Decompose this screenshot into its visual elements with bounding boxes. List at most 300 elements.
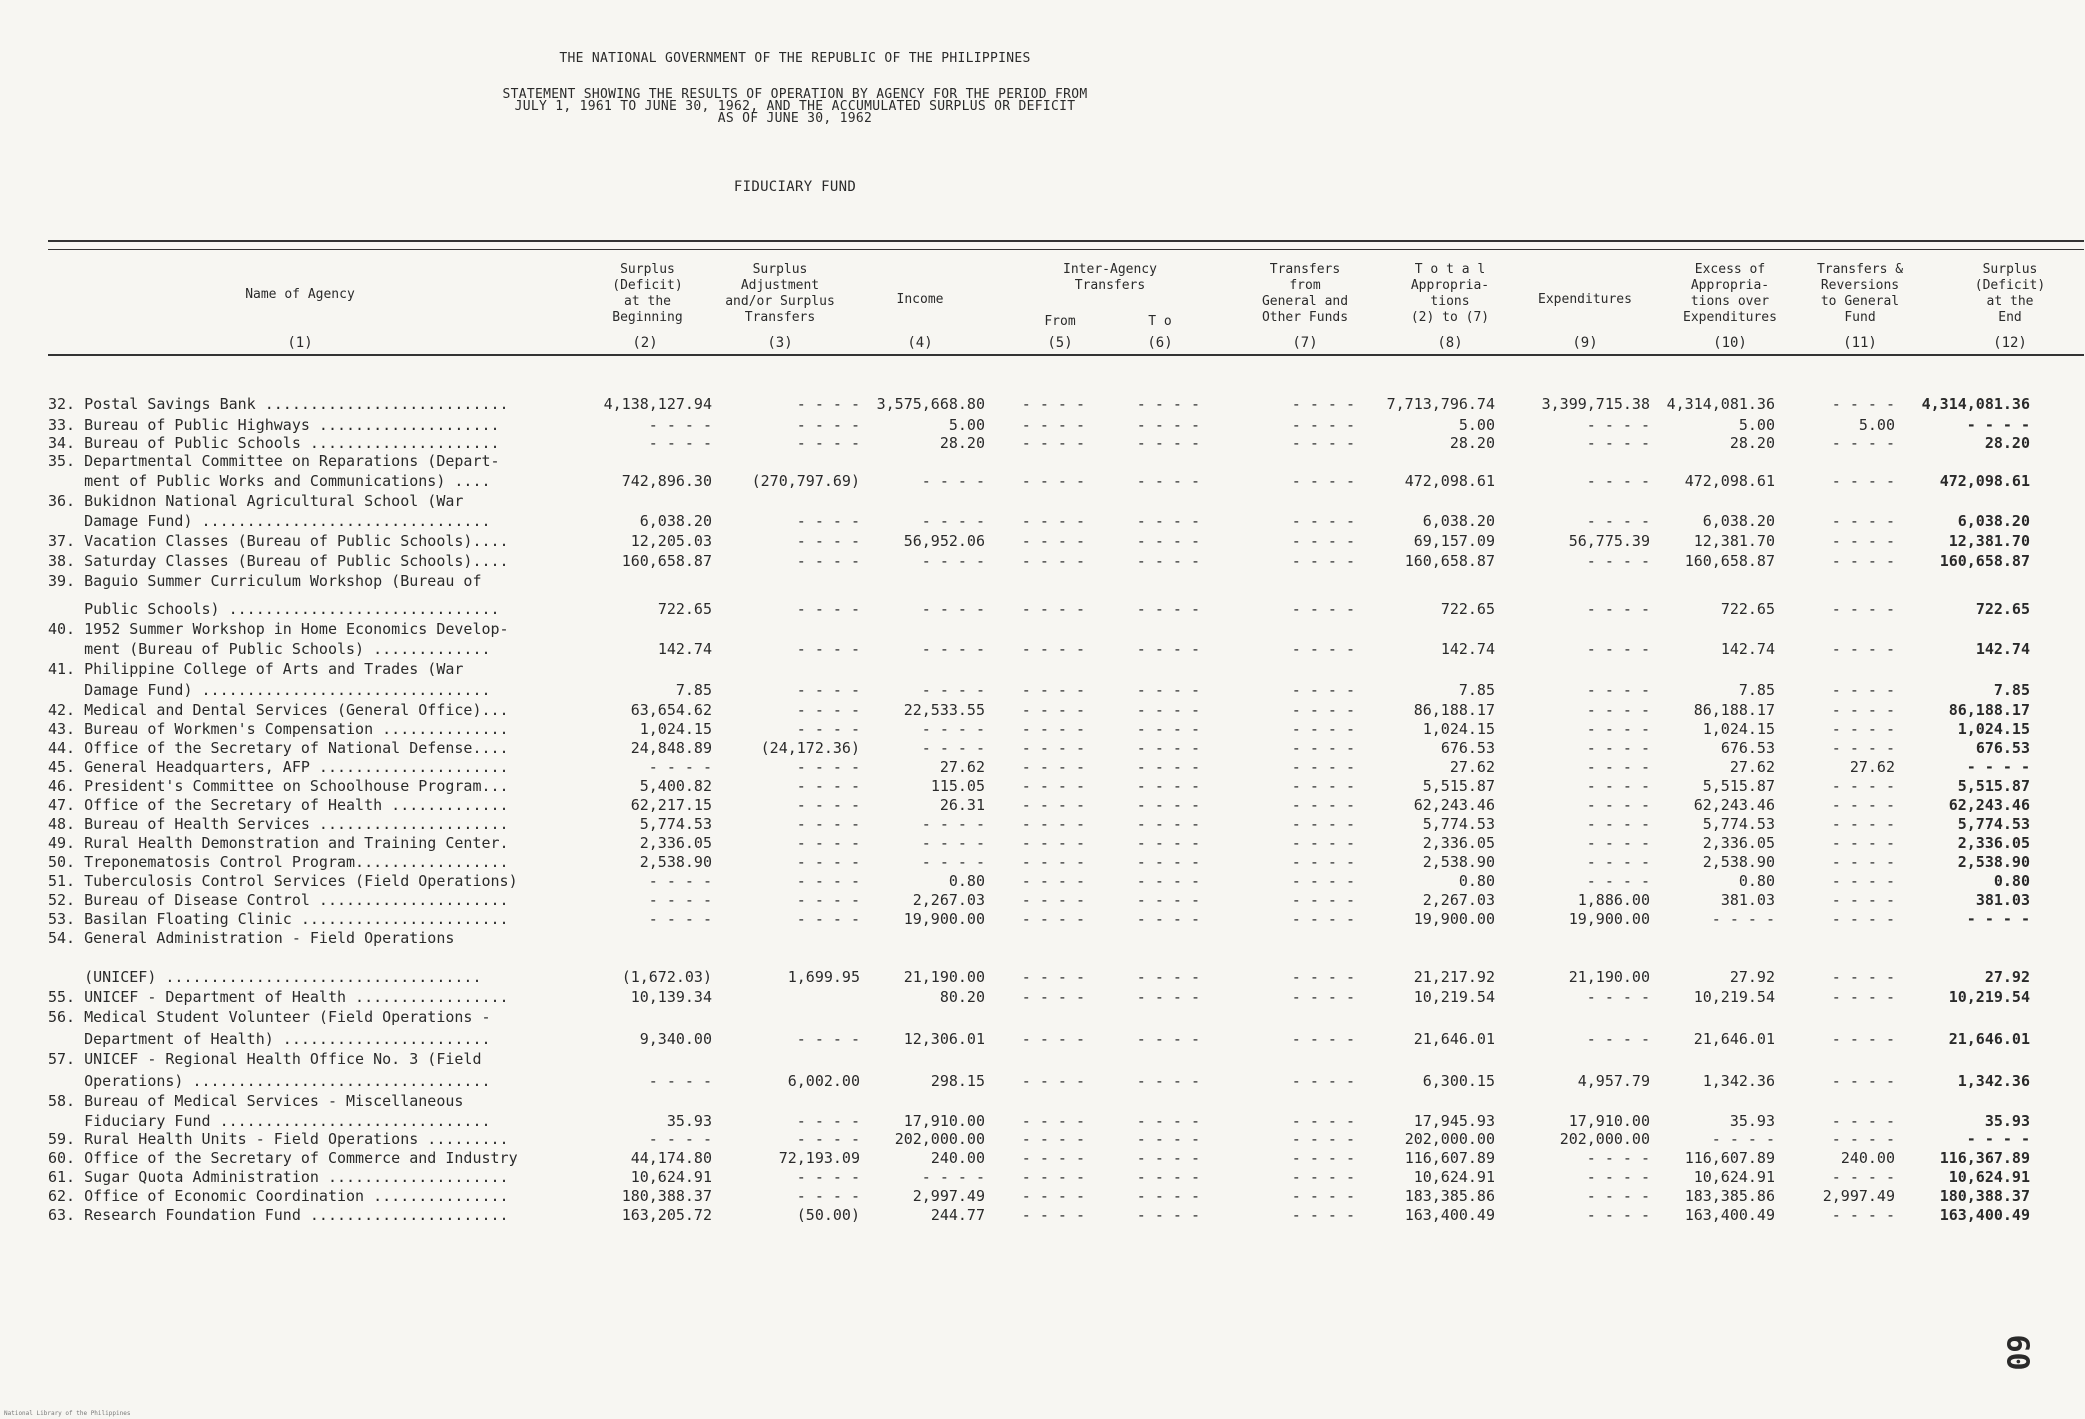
cell-c4: - - - - <box>921 552 985 570</box>
cell-c12: 381.03 <box>1975 891 2030 909</box>
table-row <box>0 492 2085 510</box>
cell-c4: 27.62 <box>939 758 985 776</box>
cell-c4: 2,267.03 <box>912 891 985 909</box>
cell-c11: - - - - <box>1831 681 1895 699</box>
agency-name: 36. Bukidnon National Agricultural School (War <box>48 492 464 510</box>
cell-c6: - - - - <box>1136 434 1200 452</box>
agency-name: 52. Bureau of Disease Control ..................... <box>48 891 509 909</box>
cell-c4: 26.31 <box>939 796 985 814</box>
cell-c3: - - - - <box>796 815 860 833</box>
cell-c9: - - - - <box>1586 815 1650 833</box>
cell-c6: - - - - <box>1136 891 1200 909</box>
cell-c9: - - - - <box>1586 720 1650 738</box>
cell-c12: 62,243.46 <box>1948 796 2030 814</box>
cell-c7: - - - - <box>1291 815 1355 833</box>
column-number: (4) <box>907 335 933 351</box>
cell-c12: - - - - <box>1966 416 2030 434</box>
cell-c3: - - - - <box>796 872 860 890</box>
cell-c11: - - - - <box>1831 640 1895 658</box>
cell-c6: - - - - <box>1136 681 1200 699</box>
cell-c10: 472,098.61 <box>1684 472 1775 490</box>
cell-c5: - - - - <box>1021 1112 1085 1130</box>
column-number: (12) <box>1993 335 2027 351</box>
cell-c5: - - - - <box>1021 681 1085 699</box>
cell-c8: 722.65 <box>1440 600 1495 618</box>
cell-c12: 2,336.05 <box>1957 834 2030 852</box>
cell-c6: - - - - <box>1136 739 1200 757</box>
cell-c11: - - - - <box>1831 1112 1895 1130</box>
cell-c10: 6,038.20 <box>1702 512 1775 530</box>
cell-c7: - - - - <box>1291 739 1355 757</box>
agency-name: 48. Bureau of Health Services ..................... <box>48 815 509 833</box>
cell-c4: 12,306.01 <box>903 1030 985 1048</box>
cell-c3: (270,797.69) <box>751 472 860 490</box>
cell-c6: - - - - <box>1136 872 1200 890</box>
table-row <box>0 796 2085 814</box>
cell-c3: - - - - <box>796 434 860 452</box>
cell-c9: - - - - <box>1586 512 1650 530</box>
cell-c2: 2,336.05 <box>639 834 712 852</box>
table-row <box>0 1072 2085 1090</box>
cell-c9: - - - - <box>1586 853 1650 871</box>
cell-c2: 44,174.80 <box>630 1149 712 1167</box>
report-title: THE NATIONAL GOVERNMENT OF THE REPUBLIC OF THE PHILIPPINES <box>559 51 1031 66</box>
cell-c8: 2,267.03 <box>1422 891 1495 909</box>
cell-c5: - - - - <box>1021 512 1085 530</box>
cell-c11: - - - - <box>1831 720 1895 738</box>
col-header-income: Income <box>896 292 944 307</box>
cell-c2: - - - - <box>648 891 712 909</box>
cell-c6: - - - - <box>1136 910 1200 928</box>
column-number: (8) <box>1437 335 1463 351</box>
agency-name: Public Schools) .............................. <box>48 600 500 618</box>
table-row <box>0 988 2085 1006</box>
cell-c11: - - - - <box>1831 777 1895 795</box>
cell-c5: - - - - <box>1021 853 1085 871</box>
agency-name: 58. Bureau of Medical Services - Miscellaneous <box>48 1092 464 1110</box>
cell-c11: 2,997.49 <box>1822 1187 1895 1205</box>
cell-c12: 21,646.01 <box>1948 1030 2030 1048</box>
cell-c3: (50.00) <box>796 1206 860 1224</box>
cell-c9: - - - - <box>1586 796 1650 814</box>
cell-c12: 163,400.49 <box>1939 1206 2030 1224</box>
cell-c3: - - - - <box>796 552 860 570</box>
table-row <box>0 1149 2085 1167</box>
cell-c3: - - - - <box>796 532 860 550</box>
cell-c2: 5,774.53 <box>639 815 712 833</box>
cell-c6: - - - - <box>1136 600 1200 618</box>
cell-c2: 2,538.90 <box>639 853 712 871</box>
cell-c10: 1,024.15 <box>1702 720 1775 738</box>
cell-c7: - - - - <box>1291 640 1355 658</box>
table-row <box>0 872 2085 890</box>
cell-c9: - - - - <box>1586 681 1650 699</box>
agency-name: 53. Basilan Floating Clinic ....................... <box>48 910 509 928</box>
col-header-agency: Name of Agency <box>245 287 355 302</box>
cell-c9: 3,399,715.38 <box>1541 395 1650 413</box>
cell-c7: - - - - <box>1291 701 1355 719</box>
column-number: (10) <box>1713 335 1747 351</box>
cell-c8: 10,219.54 <box>1413 988 1495 1006</box>
cell-c6: - - - - <box>1136 1112 1200 1130</box>
cell-c11: - - - - <box>1831 872 1895 890</box>
cell-c8: 86,188.17 <box>1413 701 1495 719</box>
table-row <box>0 416 2085 434</box>
cell-c11: - - - - <box>1831 701 1895 719</box>
cell-c4: - - - - <box>921 739 985 757</box>
col-header-expenditures: Expenditures <box>1538 292 1632 307</box>
cell-c5: - - - - <box>1021 532 1085 550</box>
agency-name: 38. Saturday Classes (Bureau of Public Schools).... <box>48 552 509 570</box>
col-header-transfers-reversions: Transfers & Reversions to General Fund <box>1816 262 1904 325</box>
table-row <box>0 758 2085 776</box>
cell-c11: - - - - <box>1831 891 1895 909</box>
cell-c7: - - - - <box>1291 891 1355 909</box>
cell-c9: - - - - <box>1586 739 1650 757</box>
cell-c10: 28.20 <box>1729 434 1775 452</box>
cell-c4: 19,900.00 <box>903 910 985 928</box>
cell-c9: 202,000.00 <box>1559 1130 1650 1148</box>
table-row <box>0 512 2085 530</box>
cell-c7: - - - - <box>1291 758 1355 776</box>
column-number: (7) <box>1292 335 1318 351</box>
cell-c2: 35.93 <box>666 1112 712 1130</box>
cell-c12: 6,038.20 <box>1957 512 2030 530</box>
cell-c8: 5,774.53 <box>1422 815 1495 833</box>
cell-c4: 56,952.06 <box>903 532 985 550</box>
cell-c7: - - - - <box>1291 416 1355 434</box>
cell-c6: - - - - <box>1136 395 1200 413</box>
cell-c6: - - - - <box>1136 416 1200 434</box>
agency-name: 63. Research Foundation Fund ...................... <box>48 1206 509 1224</box>
cell-c4: 298.15 <box>930 1072 985 1090</box>
cell-c7: - - - - <box>1291 777 1355 795</box>
cell-c11: - - - - <box>1831 512 1895 530</box>
column-number: (11) <box>1843 335 1877 351</box>
cell-c7: - - - - <box>1291 1149 1355 1167</box>
cell-c10: 86,188.17 <box>1693 701 1775 719</box>
col-header-transfers-from: Transfers from General and Other Funds <box>1261 262 1349 325</box>
cell-c12: 27.92 <box>1984 968 2030 986</box>
cell-c3: - - - - <box>796 853 860 871</box>
cell-c12: 160,658.87 <box>1939 552 2030 570</box>
cell-c8: 21,217.92 <box>1413 968 1495 986</box>
agency-name: 51. Tuberculosis Control Services (Field Operations) <box>48 872 518 890</box>
cell-c11: - - - - <box>1831 815 1895 833</box>
cell-c8: 1,024.15 <box>1422 720 1495 738</box>
cell-c11: - - - - <box>1831 1130 1895 1148</box>
cell-c11: - - - - <box>1831 532 1895 550</box>
cell-c4: 22,533.55 <box>903 701 985 719</box>
table-row <box>0 891 2085 909</box>
cell-c2: 1,024.15 <box>639 720 712 738</box>
cell-c7: - - - - <box>1291 552 1355 570</box>
cell-c2: 160,658.87 <box>621 552 712 570</box>
cell-c9: - - - - <box>1586 1149 1650 1167</box>
fund-title: FIDUCIARY FUND <box>733 179 857 195</box>
cell-c3: 1,699.95 <box>787 968 860 986</box>
agency-name: 54. General Administration - Field Operations <box>48 929 455 947</box>
cell-c12: 4,314,081.36 <box>1921 395 2030 413</box>
cell-c3: 72,193.09 <box>778 1149 860 1167</box>
cell-c12: 180,388.37 <box>1939 1187 2030 1205</box>
cell-c6: - - - - <box>1136 640 1200 658</box>
cell-c7: - - - - <box>1291 1030 1355 1048</box>
cell-c4: 17,910.00 <box>903 1112 985 1130</box>
cell-c9: - - - - <box>1586 552 1650 570</box>
agency-name: 43. Bureau of Workmen's Compensation .............. <box>48 720 509 738</box>
cell-c8: 21,646.01 <box>1413 1030 1495 1048</box>
cell-c5: - - - - <box>1021 739 1085 757</box>
table-row <box>0 600 2085 618</box>
cell-c6: - - - - <box>1136 512 1200 530</box>
cell-c4: - - - - <box>921 1168 985 1186</box>
cell-c3: - - - - <box>796 1112 860 1130</box>
cell-c2: 24,848.89 <box>630 739 712 757</box>
cell-c3: - - - - <box>796 796 860 814</box>
cell-c2: 142.74 <box>657 640 712 658</box>
cell-c9: 21,190.00 <box>1568 968 1650 986</box>
cell-c9: - - - - <box>1586 416 1650 434</box>
cell-c10: 183,385.86 <box>1684 1187 1775 1205</box>
table-row <box>0 815 2085 833</box>
cell-c11: 27.62 <box>1849 758 1895 776</box>
cell-c4: 2,997.49 <box>912 1187 985 1205</box>
cell-c6: - - - - <box>1136 1072 1200 1090</box>
cell-c9: - - - - <box>1586 640 1650 658</box>
cell-c2: 10,139.34 <box>630 988 712 1006</box>
cell-c10: 142.74 <box>1720 640 1775 658</box>
cell-c2: - - - - <box>648 416 712 434</box>
cell-c4: 0.80 <box>948 872 985 890</box>
cell-c4: - - - - <box>921 834 985 852</box>
agency-name: 47. Office of the Secretary of Health ............. <box>48 796 509 814</box>
cell-c12: 142.74 <box>1975 640 2030 658</box>
col-header-surplus-adjustment: Surplus Adjustment and/or Surplus Transfers <box>725 262 835 325</box>
cell-c10: 0.80 <box>1738 872 1775 890</box>
cell-c8: 28.20 <box>1449 434 1495 452</box>
agency-name: 60. Office of the Secretary of Commerce and Industry <box>48 1149 518 1167</box>
agency-name: 37. Vacation Classes (Bureau of Public Schools).... <box>48 532 509 550</box>
cell-c4: - - - - <box>921 720 985 738</box>
cell-c10: 2,538.90 <box>1702 853 1775 871</box>
cell-c10: 35.93 <box>1729 1112 1775 1130</box>
cell-c10: 381.03 <box>1720 891 1775 909</box>
agency-name: ment (Bureau of Public Schools) ............. <box>48 640 491 658</box>
cell-c9: - - - - <box>1586 758 1650 776</box>
cell-c12: 10,624.91 <box>1948 1168 2030 1186</box>
cell-c6: - - - - <box>1136 1206 1200 1224</box>
cell-c3: 6,002.00 <box>787 1072 860 1090</box>
cell-c7: - - - - <box>1291 910 1355 928</box>
cell-c12: 1,024.15 <box>1957 720 2030 738</box>
cell-c7: - - - - <box>1291 853 1355 871</box>
cell-c4: - - - - <box>921 600 985 618</box>
table-row <box>0 681 2085 699</box>
cell-c2: - - - - <box>648 1130 712 1148</box>
cell-c5: - - - - <box>1021 701 1085 719</box>
column-number: (6) <box>1147 335 1173 351</box>
cell-c7: - - - - <box>1291 1112 1355 1130</box>
table-row <box>0 532 2085 550</box>
agency-name: 62. Office of Economic Coordination ............... <box>48 1187 509 1205</box>
cell-c6: - - - - <box>1136 552 1200 570</box>
cell-c2: 5,400.82 <box>639 777 712 795</box>
cell-c8: 202,000.00 <box>1404 1130 1495 1148</box>
cell-c8: 160,658.87 <box>1404 552 1495 570</box>
cell-c10: 2,336.05 <box>1702 834 1775 852</box>
table-row <box>0 968 2085 986</box>
table-row <box>0 701 2085 719</box>
cell-c10: 160,658.87 <box>1684 552 1775 570</box>
table-row <box>0 1112 2085 1130</box>
cell-c4: 115.05 <box>930 777 985 795</box>
cell-c2: - - - - <box>648 1072 712 1090</box>
cell-c3: - - - - <box>796 416 860 434</box>
cell-c3: - - - - <box>796 600 860 618</box>
cell-c9: - - - - <box>1586 1206 1650 1224</box>
cell-c11: - - - - <box>1831 853 1895 871</box>
table-row <box>0 552 2085 570</box>
cell-c12: - - - - <box>1966 1130 2030 1148</box>
column-number: (1) <box>287 335 313 351</box>
cell-c3: - - - - <box>796 395 860 413</box>
cell-c7: - - - - <box>1291 872 1355 890</box>
cell-c10: 116,607.89 <box>1684 1149 1775 1167</box>
cell-c11: - - - - <box>1831 739 1895 757</box>
cell-c3: - - - - <box>796 1130 860 1148</box>
cell-c5: - - - - <box>1021 758 1085 776</box>
cell-c11: - - - - <box>1831 600 1895 618</box>
cell-c10: 722.65 <box>1720 600 1775 618</box>
cell-c9: - - - - <box>1586 777 1650 795</box>
cell-c2: 163,205.72 <box>621 1206 712 1224</box>
cell-c6: - - - - <box>1136 834 1200 852</box>
cell-c7: - - - - <box>1291 512 1355 530</box>
cell-c10: 5,515.87 <box>1702 777 1775 795</box>
agency-name: 50. Treponematosis Control Program................. <box>48 853 509 871</box>
col-header-to: T o <box>1148 314 1172 329</box>
cell-c5: - - - - <box>1021 720 1085 738</box>
cell-c3: - - - - <box>796 701 860 719</box>
table-row <box>0 1130 2085 1148</box>
cell-c5: - - - - <box>1021 552 1085 570</box>
cell-c3: - - - - <box>796 512 860 530</box>
cell-c8: 2,538.90 <box>1422 853 1495 871</box>
cell-c4: - - - - <box>921 640 985 658</box>
agency-name: Department of Health) ....................... <box>48 1030 491 1048</box>
cell-c6: - - - - <box>1136 1130 1200 1148</box>
page-number: 60 <box>1999 1334 2035 1371</box>
agency-name: 49. Rural Health Demonstration and Training Center. <box>48 834 509 852</box>
cell-c6: - - - - <box>1136 815 1200 833</box>
agency-name: Damage Fund) ................................ <box>48 512 491 530</box>
cell-c7: - - - - <box>1291 434 1355 452</box>
cell-c5: - - - - <box>1021 968 1085 986</box>
cell-c11: - - - - <box>1831 395 1895 413</box>
agency-name: 45. General Headquarters, AFP ..................... <box>48 758 509 776</box>
cell-c5: - - - - <box>1021 472 1085 490</box>
cell-c12: 86,188.17 <box>1948 701 2030 719</box>
table-row <box>0 1206 2085 1224</box>
cell-c7: - - - - <box>1291 532 1355 550</box>
cell-c11: - - - - <box>1831 796 1895 814</box>
cell-c3: - - - - <box>796 834 860 852</box>
cell-c9: - - - - <box>1586 701 1650 719</box>
cell-c12: 1,342.36 <box>1957 1072 2030 1090</box>
cell-c3: - - - - <box>796 720 860 738</box>
cell-c5: - - - - <box>1021 416 1085 434</box>
cell-c12: 10,219.54 <box>1948 988 2030 1006</box>
table-row <box>0 834 2085 852</box>
table-row <box>0 777 2085 795</box>
cell-c8: 7.85 <box>1458 681 1495 699</box>
agency-name: 42. Medical and Dental Services (General Office)... <box>48 701 509 719</box>
cell-c11: - - - - <box>1831 834 1895 852</box>
cell-c2: (1,672.03) <box>621 968 712 986</box>
table-row <box>0 720 2085 738</box>
cell-c7: - - - - <box>1291 796 1355 814</box>
cell-c12: 28.20 <box>1984 434 2030 452</box>
report-subtitle-line-2: JULY 1, 1961 TO JUNE 30, 1962, AND THE ACCUMULATED SURPLUS OR DEFICIT <box>514 99 1076 114</box>
cell-c10: 10,219.54 <box>1693 988 1775 1006</box>
cell-c8: 5,515.87 <box>1422 777 1495 795</box>
cell-c7: - - - - <box>1291 681 1355 699</box>
cell-c11: - - - - <box>1831 988 1895 1006</box>
cell-c11: - - - - <box>1831 910 1895 928</box>
cell-c10: 27.92 <box>1729 968 1775 986</box>
cell-c6: - - - - <box>1136 472 1200 490</box>
cell-c9: - - - - <box>1586 834 1650 852</box>
cell-c7: - - - - <box>1291 834 1355 852</box>
cell-c6: - - - - <box>1136 853 1200 871</box>
cell-c6: - - - - <box>1136 720 1200 738</box>
cell-c7: - - - - <box>1291 600 1355 618</box>
cell-c10: - - - - <box>1711 1130 1775 1148</box>
cell-c4: 80.20 <box>939 988 985 1006</box>
cell-c5: - - - - <box>1021 640 1085 658</box>
cell-c8: 183,385.86 <box>1404 1187 1495 1205</box>
table-row <box>0 1050 2085 1068</box>
cell-c5: - - - - <box>1021 872 1085 890</box>
cell-c10: - - - - <box>1711 910 1775 928</box>
agency-name: 46. President's Committee on Schoolhouse Program... <box>48 777 509 795</box>
cell-c6: - - - - <box>1136 1168 1200 1186</box>
cell-c8: 0.80 <box>1458 872 1495 890</box>
cell-c3: - - - - <box>796 1030 860 1048</box>
cell-c4: - - - - <box>921 681 985 699</box>
cell-c5: - - - - <box>1021 891 1085 909</box>
cell-c3: - - - - <box>796 891 860 909</box>
cell-c4: 240.00 <box>930 1149 985 1167</box>
cell-c9: - - - - <box>1586 1030 1650 1048</box>
cell-c4: 244.77 <box>930 1206 985 1224</box>
cell-c11: - - - - <box>1831 472 1895 490</box>
cell-c8: 17,945.93 <box>1413 1112 1495 1130</box>
table-row <box>0 395 2085 413</box>
cell-c4: 28.20 <box>939 434 985 452</box>
cell-c8: 27.62 <box>1449 758 1495 776</box>
cell-c10: 10,624.91 <box>1693 1168 1775 1186</box>
cell-c9: - - - - <box>1586 434 1650 452</box>
cell-c11: - - - - <box>1831 1030 1895 1048</box>
table-row <box>0 1092 2085 1110</box>
cell-c12: 0.80 <box>1993 872 2030 890</box>
col-header-from: From <box>1044 314 1076 329</box>
cell-c3: - - - - <box>796 1168 860 1186</box>
cell-c9: - - - - <box>1586 1168 1650 1186</box>
cell-c9: - - - - <box>1586 1187 1650 1205</box>
